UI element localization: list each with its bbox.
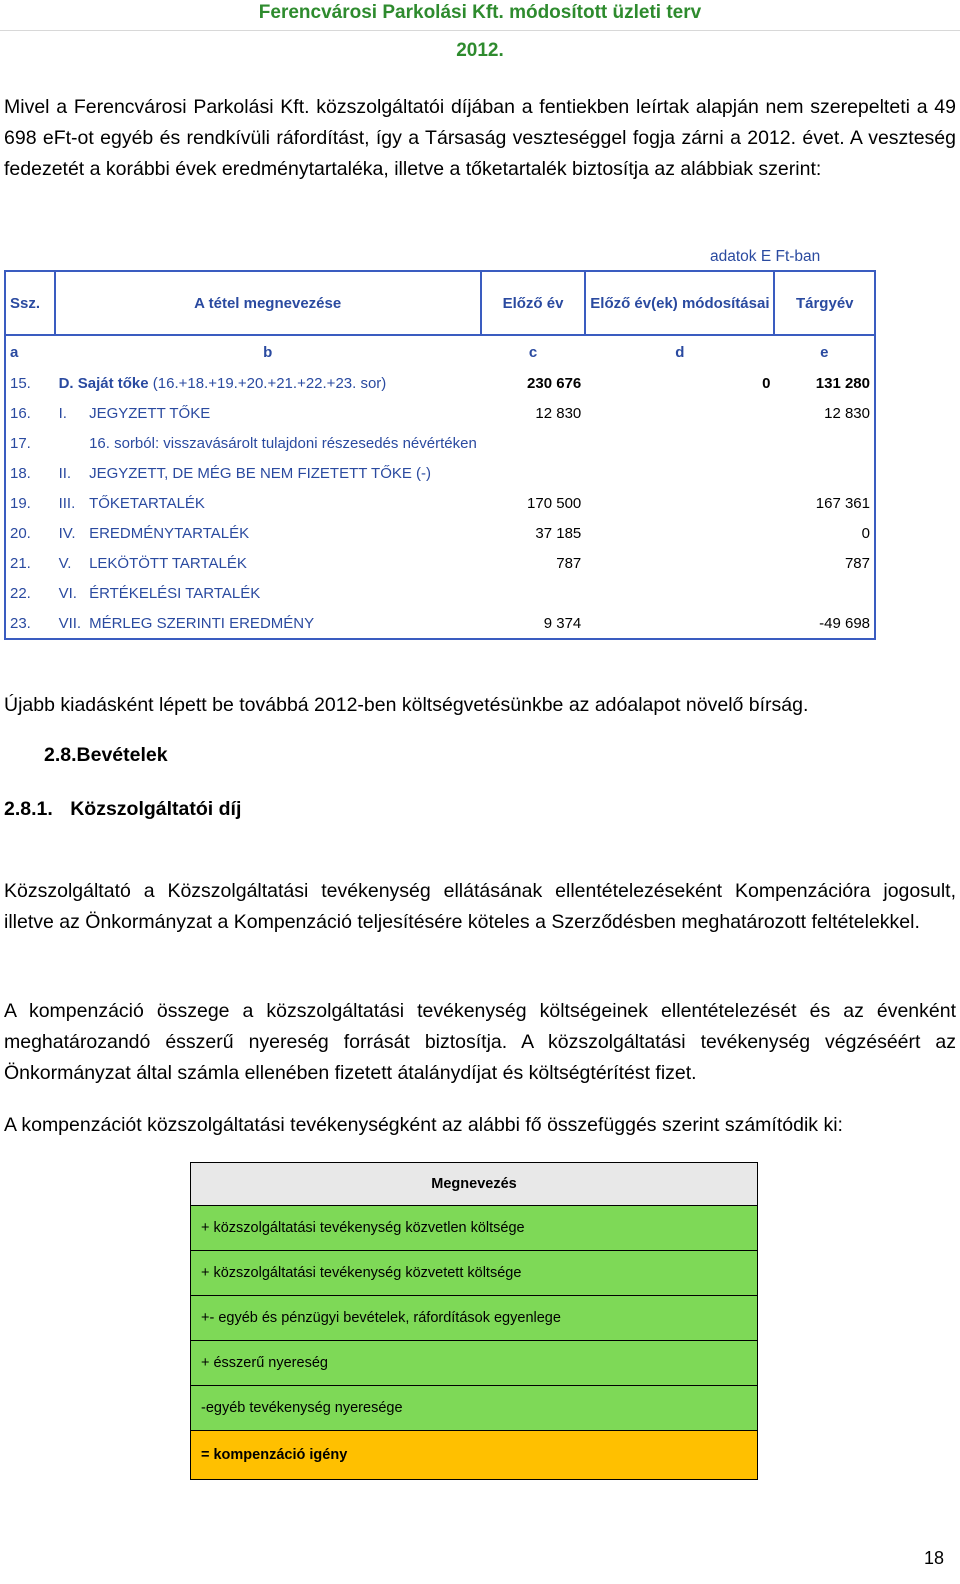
table-row [5,518,875,548]
formula-header: Megnevezés [191,1163,758,1206]
section-number: 2.8. [44,744,77,766]
compensation-formula-table [190,1162,758,1480]
row-mod: 0 [762,374,771,392]
row-mod [585,428,774,458]
row-code: D. [58,374,74,392]
row-code: II. [58,464,72,482]
row-mod [585,398,774,428]
row-curr: 131 280 [774,368,875,398]
row-code: VI. [58,584,77,602]
equity-table-header [5,271,875,335]
row-code: III. [58,494,76,512]
paragraph-compensation-amount: A kompenzáció összege a közszolgáltatási tevékenység költségeinek ellentételezését és az évenként meghatározandó ésszerű nyereség forrását biztosítja. A közszolgáltatási tevékenység végzéséért az Önkormányzat által számla ellenében fizetett átalánydíjat és költségtérítést fizet. [4,1000,956,1084]
row-curr: 167 361 [774,488,875,518]
row-mod [585,608,774,639]
row-mod [585,458,774,488]
table-row [5,548,875,578]
row-title: JEGYZETT TŐKE [89,404,211,422]
table-row [5,488,875,518]
row-curr: -49 698 [774,608,875,639]
row-code: VII. [55,608,86,639]
col-curr: Tárgyév [774,271,875,335]
section-heading-2-8 [44,744,168,767]
document-title: Ferencvárosi Parkolási Kft. módosított üzleti terv [258,2,702,23]
row-prev: 12 830 [535,404,582,422]
col-name: A tétel megnevezése [55,271,481,335]
letter-d: d [675,343,685,361]
paragraph-formula-intro: A kompenzációt közszolgáltatási tevékenységként az alábbi fő összefüggés szerint számítódik ki: [4,1114,843,1136]
row-ssz: 20. [5,518,55,548]
row-mod [585,488,774,518]
row-prev: 37 185 [535,524,582,542]
row-ssz: 19. [5,488,55,518]
row-ssz: 23. [5,608,55,639]
row-ssz: 16. [5,398,55,428]
section-title: Bevételek [76,744,168,766]
row-ssz: 18. [5,458,55,488]
row-code: I. [58,404,67,422]
row-ssz: 15. [5,368,55,398]
table-row [5,608,875,639]
letter-b: b [263,343,273,361]
row-suffix: (16.+18.+19.+20.+21.+22.+23. sor) [148,374,387,392]
unit-note: adatok E Ft-ban [710,248,821,265]
row-curr [774,578,875,608]
row-title: MÉRLEG SZERINTI EREDMÉNY [85,608,481,639]
equity-table-letters [5,335,875,368]
row-ssz: 17. [5,428,55,458]
row-ssz: 22. [5,578,55,608]
row-title: TŐKETARTALÉK [89,494,205,512]
formula-row-reasonable-profit: + ésszerű nyereség [191,1341,758,1386]
formula-result: = kompenzáció igény [191,1431,758,1480]
row-title: JEGYZETT, DE MÉG BE NEM FIZETETT TŐKE (-) [89,464,432,482]
row-prev: 230 676 [527,374,582,392]
row-title: EREDMÉNYTARTALÉK [89,524,250,542]
row-curr: 787 [774,548,875,578]
row-curr: 0 [774,518,875,548]
letter-a: a [5,335,55,368]
document-year: 2012. [456,40,504,61]
row-mod [585,548,774,578]
formula-row-indirect-cost: + közszolgáltatási tevékenység közvetett költsége [191,1251,758,1296]
row-code: IV. [58,524,76,542]
section-number: 2.8.1. [4,798,53,820]
row-code: V. [58,554,72,572]
page-number: 18 [923,1548,944,1568]
row-title: ÉRTÉKELÉSI TARTALÉK [89,584,261,602]
row-code [55,428,86,458]
formula-row-other-profit: -egyéb tevékenység nyeresége [191,1386,758,1431]
table-row [5,578,875,608]
new-expense-paragraph: Újabb kiadásként lépett be továbbá 2012-ben költségvetésünkbe az adóalapot növelő bírság. [4,694,809,716]
row-prev: 9 374 [481,608,585,639]
row-ssz: 21. [5,548,55,578]
table-row [5,458,875,488]
header-divider [0,30,960,31]
row-title: 16. sorból: visszavásárolt tulajdoni részesedés névértéken [89,434,477,452]
row-mod [585,578,774,608]
row-prev: 787 [556,554,582,572]
table-row [5,398,875,428]
paragraph-compensation-right: Közszolgáltató a Közszolgáltatási tevékenység ellátásának ellentételezéseként Kompenzációra jogosult, illetve az Önkormányzat a Kompenzáció teljesítésére köteles a Szerződésben meghatározott feltételekkel. [4,880,956,933]
table-row [5,428,875,458]
row-mod [585,518,774,548]
col-prev: Előző év [481,271,585,335]
row-title: Saját tőke [77,374,149,392]
col-mod: Előző év(ek) módosításai [585,271,774,335]
row-curr [774,458,875,488]
letter-c: c [528,343,538,361]
formula-row-direct-cost: + közszolgáltatási tevékenység közvetlen költsége [191,1206,758,1251]
row-title: LEKÖTÖTT TARTALÉK [89,554,247,572]
row-name [55,368,481,398]
col-ssz: Ssz. [5,271,55,335]
row-curr: 12 830 [774,398,875,428]
formula-row-financial-balance: +- egyéb és pénzügyi bevételek, ráfordítások egyenlege [191,1296,758,1341]
table-row [5,368,875,398]
letter-e: e [774,335,875,368]
equity-table [4,270,876,640]
intro-paragraph: Mivel a Ferencvárosi Parkolási Kft. közszolgáltatói díjában a fentiekben leírtak alapján nem szerepelteti a 49 698 eFt-ot egyéb és rendkívüli ráfordítást, így a Társaság veszteséggel fogja zárni a 2012. évet. A veszteség fedezetét a korábbi évek eredménytartaléka, illetve a tőketartalék biztosítja az alábbiak szerint: [4,96,956,180]
row-prev [481,578,585,608]
row-prev [481,458,585,488]
row-prev [481,428,585,458]
section-title: Közszolgáltatói díj [70,798,242,820]
section-heading-2-8-1 [4,798,241,821]
row-curr [774,428,875,458]
row-prev: 170 500 [527,494,582,512]
